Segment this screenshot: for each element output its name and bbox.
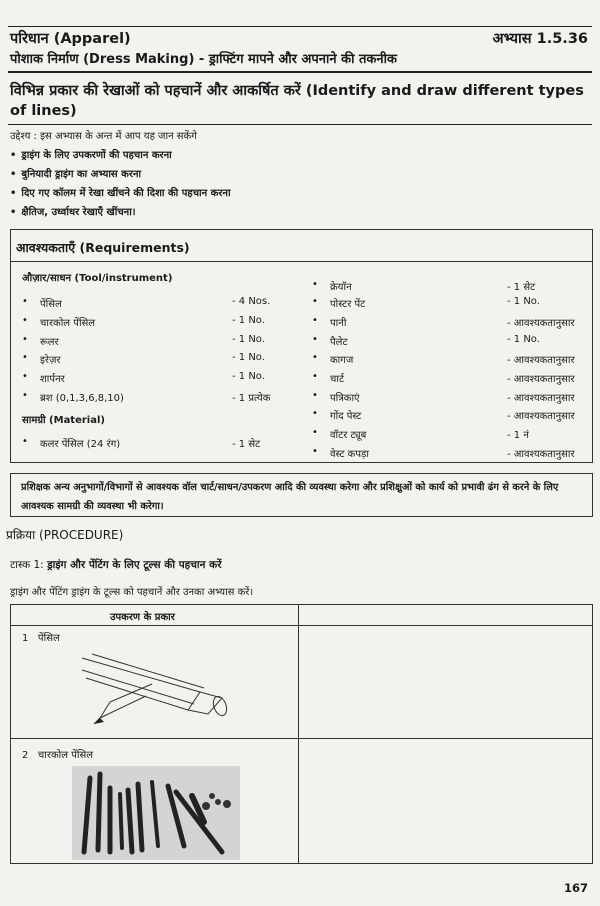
tool-name: ब्रश (0,1,3,6,8,10) bbox=[40, 393, 124, 404]
subject-title: परिधान (Apparel) bbox=[10, 31, 131, 47]
row-number: 2 bbox=[22, 750, 29, 761]
supply-name: पत्रिकाएं bbox=[330, 393, 360, 404]
row-label: चारकोल पेंसिल bbox=[37, 750, 93, 761]
page-number: 167 bbox=[563, 881, 588, 895]
task-label: टास्क 1: bbox=[10, 559, 44, 571]
task-heading bbox=[10, 558, 222, 572]
table-header-rule bbox=[10, 625, 593, 626]
bullet: • bbox=[312, 279, 318, 290]
tool-name: इरेज़र bbox=[40, 355, 61, 366]
supply-qty: - 1 No. bbox=[507, 334, 540, 345]
material-heading: सामग्री (Material) bbox=[22, 415, 105, 426]
tool-name: चारकोल पेंसिल bbox=[40, 318, 96, 329]
bullet: • bbox=[22, 352, 28, 363]
tool-qty: - 1 No. bbox=[232, 334, 265, 345]
material-qty: - 1 सेट bbox=[232, 439, 261, 450]
exercise-title: विभिन्न प्रकार की रेखाओं को पहचानें और आकर्षित करें (Identify and draw different types of lines) bbox=[10, 83, 584, 119]
pencil-illustration bbox=[80, 640, 240, 730]
table-column-divider bbox=[298, 604, 299, 864]
supply-name: वेस्ट कपड़ा bbox=[330, 449, 369, 460]
supply-name: पैलेट bbox=[330, 337, 348, 348]
row-number: 1 bbox=[22, 633, 29, 644]
exercise-number: अभ्यास 1.5.36 bbox=[492, 31, 588, 47]
bullet: • bbox=[312, 427, 318, 438]
objective-item: • बुनियादी ड्राइंग का अभ्यास करना bbox=[10, 165, 231, 184]
tool-qty: - 1 No. bbox=[232, 371, 265, 382]
supply-name: चार्ट bbox=[330, 374, 344, 385]
table-row bbox=[22, 630, 60, 644]
supply-qty: - आवश्यकतानुसार bbox=[507, 318, 575, 329]
header-rule-bottom bbox=[8, 71, 592, 73]
tools-heading: औज़ार/साधन (Tool/instrument) bbox=[22, 273, 173, 284]
tool-qty: - 1 No. bbox=[232, 352, 265, 363]
tool-qty: - 1 प्रत्येक bbox=[232, 393, 271, 404]
procedure-heading: प्रक्रिया (PROCEDURE) bbox=[6, 528, 124, 542]
bullet: • bbox=[312, 315, 318, 326]
objectives-intro: उद्देश्य : इस अभ्यास के अन्त में आप यह जान सकेंगे bbox=[10, 131, 197, 142]
instructor-note-box bbox=[10, 473, 593, 517]
bullet: • bbox=[22, 334, 28, 345]
bullet: • bbox=[312, 371, 318, 382]
requirements-box bbox=[10, 229, 593, 463]
requirements-rule bbox=[10, 261, 593, 262]
tool-name: शार्पनर bbox=[40, 374, 65, 385]
objective-item: • ड्राइंग के लिए उपकरणों की पहचान करना bbox=[10, 146, 231, 165]
table-row-rule bbox=[10, 738, 593, 739]
supply-name: क्रेयॉन bbox=[330, 282, 352, 293]
table-row bbox=[22, 747, 93, 761]
objective-item: • क्षैतिज, उर्ध्वाधर रेखाएँ खींचना। bbox=[10, 203, 231, 222]
supply-qty: - आवश्यकतानुसार bbox=[507, 393, 575, 404]
supply-qty: - आवश्यकतानुसार bbox=[507, 411, 575, 422]
material-name: कलर पेंसिल (24 रंग) bbox=[40, 439, 121, 450]
tool-name: रूलर bbox=[40, 337, 59, 348]
tool-qty: - 1 No. bbox=[232, 315, 265, 326]
supply-qty: - आवश्यकतानुसार bbox=[507, 449, 575, 460]
charcoal-pencils-photo bbox=[72, 766, 240, 860]
bullet: • bbox=[312, 352, 318, 363]
bullet: • bbox=[312, 446, 318, 457]
supply-name: वॉटर ट्यूब bbox=[330, 430, 367, 441]
task-description: ड्राइंग और पेंटिंग ड्राइंग के टूल्स को पहचानें और उनका अभ्यास करें। bbox=[10, 587, 254, 598]
objectives-list bbox=[10, 146, 231, 222]
title-rule bbox=[8, 124, 592, 125]
header-rule bbox=[8, 26, 592, 27]
supply-qty: - 1 No. bbox=[507, 296, 540, 307]
task-title: ड्राइंग और पेंटिंग के लिए टूल्स की पहचान करें bbox=[47, 559, 222, 571]
bullet: • bbox=[22, 315, 28, 326]
requirements-title: आवश्यकताएँ (Requirements) bbox=[16, 240, 190, 255]
row-label: पेंसिल bbox=[37, 633, 60, 644]
tool-qty: - 4 Nos. bbox=[232, 296, 271, 307]
supply-name: गोंद पेस्ट bbox=[330, 411, 362, 422]
supply-name: पोस्टर पेंट bbox=[330, 299, 366, 310]
bullet: • bbox=[22, 296, 28, 307]
table-header: उपकरण के प्रकार bbox=[110, 612, 175, 623]
bullet: • bbox=[312, 296, 318, 307]
objective-item: • दिए गए कॉलम में रेखा खींचने की दिशा की पहचान करना bbox=[10, 184, 231, 203]
bullet: • bbox=[22, 371, 28, 382]
supply-qty: - आवश्यकतानुसार bbox=[507, 374, 575, 385]
module-subtitle: पोशाक निर्माण (Dress Making) - ड्राफ्टिंग मापने और अपनाने की तकनीक bbox=[10, 52, 397, 67]
supply-qty: - 1 सेट bbox=[507, 282, 536, 293]
bullet: • bbox=[312, 334, 318, 345]
supply-qty: - आवश्यकतानुसार bbox=[507, 355, 575, 366]
instructor-note: प्रशिक्षक अन्य अनुभागों/विभागों से आवश्यक वॉल चार्ट/साधन/उपकरण आदि की व्यवस्था करेगा और प्रशिक्षुओं को कार्य को प्रभावी ढंग से करने के लिए आवश्यक सामग्री की व्यवस्था भी करेगा। bbox=[21, 482, 559, 512]
bullet: • bbox=[22, 390, 28, 401]
bullet: • bbox=[22, 436, 28, 447]
tool-name: पेंसिल bbox=[40, 299, 62, 310]
supply-qty: - 1 नं bbox=[507, 430, 529, 441]
bullet: • bbox=[312, 408, 318, 419]
supply-name: पानी bbox=[330, 318, 347, 329]
bullet: • bbox=[312, 390, 318, 401]
supply-name: कागज bbox=[330, 355, 354, 366]
